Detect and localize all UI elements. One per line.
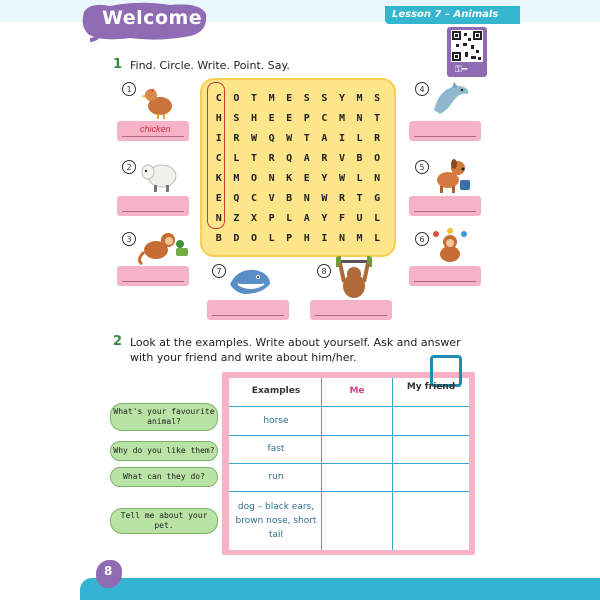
- answer-pad-7: [207, 300, 289, 320]
- grid-letter[interactable]: T: [250, 152, 257, 164]
- grid-letter[interactable]: M: [268, 92, 275, 104]
- page-title: Welcome: [102, 7, 203, 29]
- grid-letter[interactable]: I: [215, 132, 222, 144]
- grid-letter[interactable]: P: [303, 112, 310, 124]
- friend-cell-can[interactable]: [393, 464, 469, 491]
- grid-letter[interactable]: V: [338, 152, 345, 164]
- grid-letter[interactable]: C: [215, 152, 222, 164]
- me-cell-pet[interactable]: [322, 492, 392, 550]
- grid-letter[interactable]: G: [374, 192, 381, 204]
- grid-letter[interactable]: C: [321, 112, 328, 124]
- question-bubble: What can they do?: [110, 467, 218, 487]
- grid-letter[interactable]: M: [356, 232, 363, 244]
- monkey-icon: [134, 230, 190, 266]
- example-cell: fast: [267, 444, 285, 454]
- grid-letter[interactable]: R: [268, 152, 275, 164]
- grid-letter[interactable]: B: [286, 192, 293, 204]
- grid-letter[interactable]: M: [338, 112, 345, 124]
- sheep-icon: [138, 158, 182, 194]
- answer-line-8[interactable]: [315, 315, 387, 316]
- exercise-1-instruction: Find. Circle. Write. Point. Say.: [130, 59, 290, 72]
- grid-letter[interactable]: U: [356, 212, 363, 224]
- grid-letter[interactable]: R: [374, 132, 381, 144]
- answer-line-7[interactable]: [212, 315, 284, 316]
- item-number-1: 1: [122, 82, 136, 96]
- grid-letter[interactable]: H: [250, 112, 257, 124]
- grid-letter[interactable]: N: [303, 192, 310, 204]
- friend-cell-animal[interactable]: [393, 407, 469, 435]
- answer-1[interactable]: chicken: [140, 124, 171, 134]
- grid-letter[interactable]: R: [233, 132, 240, 144]
- grid-letter[interactable]: L: [268, 232, 275, 244]
- grid-letter[interactable]: I: [338, 132, 345, 144]
- grid-letter[interactable]: T: [250, 92, 257, 104]
- grid-letter[interactable]: O: [250, 172, 257, 184]
- grid-letter[interactable]: Q: [286, 152, 293, 164]
- grid-letter[interactable]: T: [374, 112, 381, 124]
- grid-letter[interactable]: N: [356, 112, 363, 124]
- item-number-5: 5: [415, 160, 429, 174]
- me-cell-can[interactable]: [322, 464, 392, 491]
- grid-letter[interactable]: I: [321, 232, 328, 244]
- answer-line-2[interactable]: [122, 211, 184, 212]
- grid-letter[interactable]: W: [338, 172, 345, 184]
- answer-line-4[interactable]: [414, 136, 476, 137]
- circled-word-chicken: [207, 82, 225, 229]
- grid-letter[interactable]: R: [321, 152, 328, 164]
- grid-letter[interactable]: S: [233, 112, 240, 124]
- grid-letter[interactable]: L: [374, 212, 381, 224]
- friend-cell-why[interactable]: [393, 436, 469, 463]
- column-header-examples: Examples: [251, 386, 301, 396]
- grid-letter[interactable]: F: [338, 212, 345, 224]
- grid-letter[interactable]: W: [250, 132, 257, 144]
- grid-letter[interactable]: A: [321, 132, 328, 144]
- example-cell: run: [268, 472, 284, 482]
- question-bubble: What's your favourite animal?: [110, 403, 218, 431]
- grid-letter[interactable]: A: [303, 212, 310, 224]
- grid-letter[interactable]: N: [374, 172, 381, 184]
- grid-letter[interactable]: Y: [321, 172, 328, 184]
- answer-line-6[interactable]: [414, 281, 476, 282]
- grid-letter[interactable]: W: [286, 132, 293, 144]
- exercise-2-number: 2: [113, 334, 123, 349]
- grid-letter[interactable]: S: [374, 92, 381, 104]
- grid-letter[interactable]: N: [338, 232, 345, 244]
- item-number-6: 6: [415, 232, 429, 246]
- question-bubble: Why do you like them?: [110, 441, 218, 461]
- grid-letter[interactable]: B: [215, 232, 222, 244]
- grid-letter[interactable]: C: [215, 92, 222, 104]
- page-number: 8: [104, 564, 113, 578]
- grid-letter[interactable]: K: [286, 172, 293, 184]
- grid-letter[interactable]: M: [356, 92, 363, 104]
- dog-icon: [430, 154, 474, 194]
- question-bubble: Tell me about your pet.: [110, 508, 218, 534]
- me-cell-why[interactable]: [322, 436, 392, 463]
- grid-letter[interactable]: W: [321, 192, 328, 204]
- dolphin-icon: [430, 80, 472, 118]
- item-number-8: 8: [317, 264, 331, 278]
- grid-letter[interactable]: M: [233, 172, 240, 184]
- lesson-title: Lesson 7 – Animals: [392, 9, 499, 20]
- grid-letter[interactable]: P: [268, 212, 275, 224]
- grid-letter[interactable]: S: [321, 92, 328, 104]
- grid-letter[interactable]: B: [356, 152, 363, 164]
- grid-letter[interactable]: Z: [233, 212, 240, 224]
- grid-letter[interactable]: O: [250, 232, 257, 244]
- shark-icon: [226, 262, 274, 300]
- grid-letter[interactable]: V: [268, 192, 275, 204]
- grid-letter[interactable]: E: [286, 92, 293, 104]
- item-number-4: 4: [415, 82, 429, 96]
- grid-letter[interactable]: L: [374, 232, 381, 244]
- juggling-monkey-icon: [430, 228, 472, 266]
- example-cell: dog – black ears, brown nose, short tail: [235, 502, 317, 540]
- grid-letter[interactable]: E: [215, 192, 222, 204]
- example-cell: horse: [263, 416, 289, 426]
- answer-pad-4: [409, 121, 481, 141]
- grid-letter[interactable]: Q: [268, 132, 275, 144]
- grid-letter[interactable]: S: [303, 92, 310, 104]
- answer-pad-6: [409, 266, 481, 286]
- answer-pad-3: [117, 266, 189, 286]
- answer-pad-2: [117, 196, 189, 216]
- grid-letter[interactable]: X: [250, 212, 257, 224]
- grid-letter[interactable]: T: [356, 192, 363, 204]
- grid-letter[interactable]: O: [233, 92, 240, 104]
- column-header-me: Me: [349, 386, 365, 396]
- exercise-1-number: 1: [113, 57, 123, 72]
- exercise-2-instruction-line2: with your friend and write about him/her.: [130, 351, 357, 364]
- footer-bar: [80, 578, 600, 600]
- bear-icon: [334, 256, 374, 300]
- chicken-icon: [138, 84, 178, 120]
- grid-letter[interactable]: N: [268, 172, 275, 184]
- grid-letter[interactable]: E: [286, 112, 293, 124]
- exercise-2-instruction-line1: Look at the examples. Write about yourself. Ask and answer: [130, 336, 461, 349]
- grid-letter[interactable]: K: [215, 172, 222, 184]
- item-number-2: 2: [122, 160, 136, 174]
- item-number-3: 3: [122, 232, 136, 246]
- answer-pad-5: [409, 196, 481, 216]
- grid-letter[interactable]: P: [286, 232, 293, 244]
- grid-letter[interactable]: E: [268, 112, 275, 124]
- grid-letter[interactable]: L: [356, 132, 363, 144]
- grid-letter[interactable]: D: [233, 232, 240, 244]
- grid-letter[interactable]: R: [338, 192, 345, 204]
- grid-letter[interactable]: L: [356, 172, 363, 184]
- grid-letter[interactable]: L: [233, 152, 240, 164]
- item-number-7: 7: [212, 264, 226, 278]
- answer-line-1: [122, 136, 184, 137]
- answer-line-3[interactable]: [122, 281, 184, 282]
- column-header-my-friend: My friend: [406, 382, 456, 392]
- grid-letter[interactable]: O: [374, 152, 381, 164]
- grid-letter[interactable]: L: [286, 212, 293, 224]
- grid-letter[interactable]: A: [303, 152, 310, 164]
- grid-letter[interactable]: C: [250, 192, 257, 204]
- word-search-grid[interactable]: [210, 88, 386, 248]
- answer-pad-8: [310, 300, 392, 320]
- grid-letter[interactable]: E: [303, 172, 310, 184]
- grid-letter[interactable]: Y: [338, 92, 345, 104]
- grid-letter[interactable]: T: [303, 132, 310, 144]
- grid-letter[interactable]: Y: [321, 212, 328, 224]
- qr-pattern: [451, 30, 483, 62]
- grid-letter[interactable]: H: [215, 112, 222, 124]
- me-cell-animal[interactable]: [322, 407, 392, 435]
- grid-letter[interactable]: N: [215, 212, 222, 224]
- answer-line-5[interactable]: [414, 211, 476, 212]
- key-icon: ⚿━: [455, 65, 468, 75]
- grid-letter[interactable]: Q: [233, 192, 240, 204]
- grid-letter[interactable]: H: [303, 232, 310, 244]
- friend-cell-pet[interactable]: [393, 492, 469, 550]
